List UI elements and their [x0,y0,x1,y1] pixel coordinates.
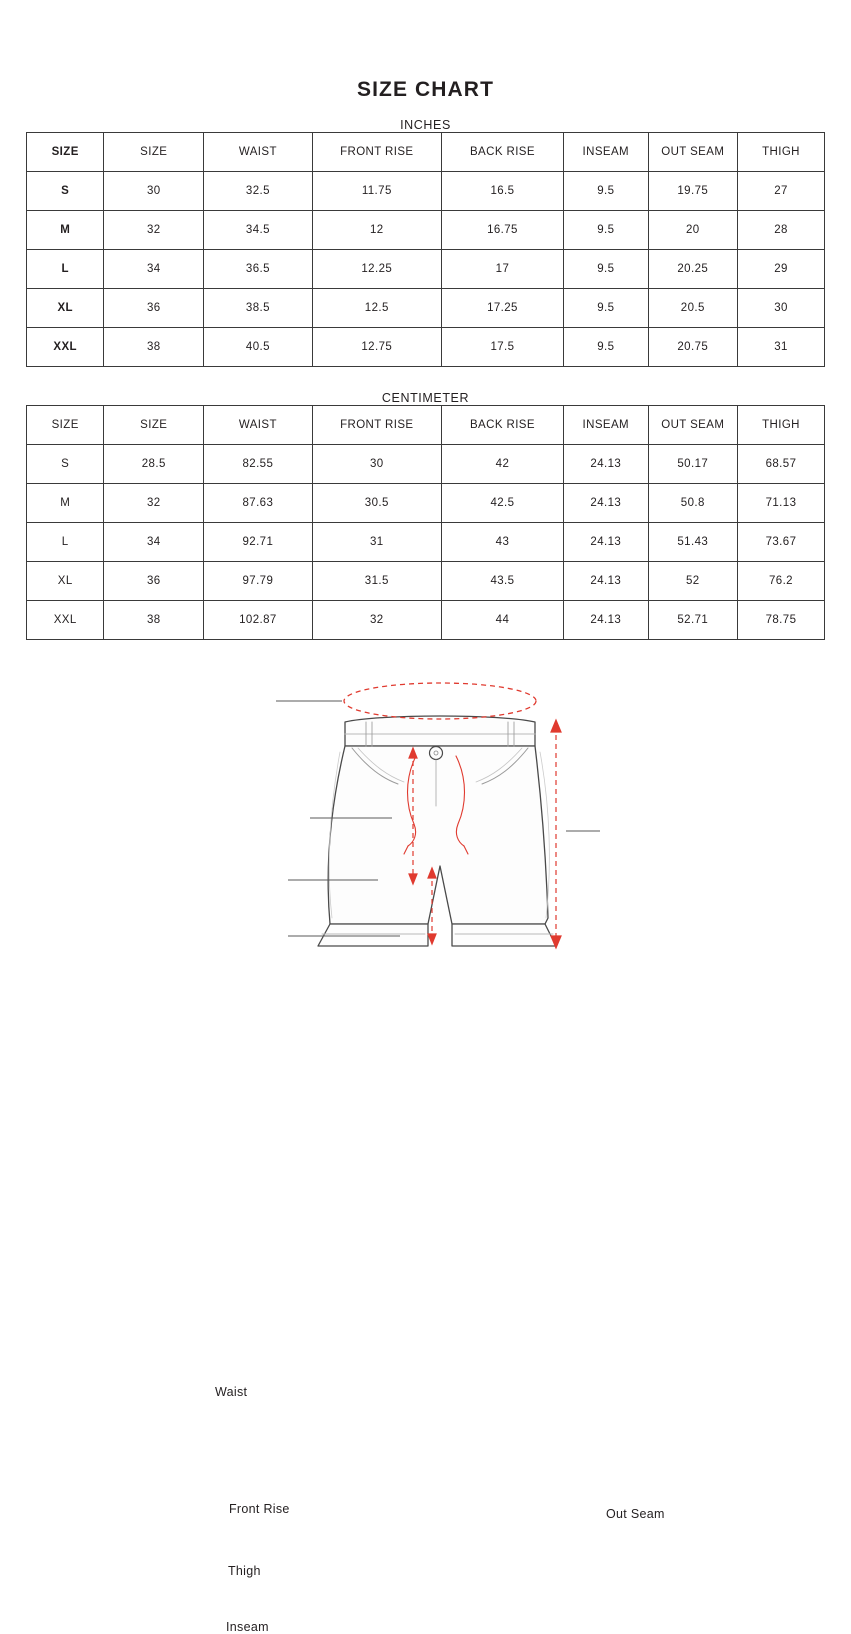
cell-value: 87.63 [204,484,313,523]
cell-value: 24.13 [564,484,649,523]
unit-label-centimeter: CENTIMETER [381,391,470,405]
column-header: BACK RISE [441,133,563,172]
table-header-row [27,406,825,445]
cell-size: XXL [27,328,104,367]
cell-value: 38 [104,601,204,640]
cell-value: 24.13 [564,523,649,562]
cell-value: 32 [312,601,441,640]
cell-value: 30 [737,289,824,328]
cell-value: 34 [104,250,204,289]
cell-value: 71.13 [737,484,824,523]
cell-size: S [27,172,104,211]
cell-value: 17 [441,250,563,289]
page-title: SIZE CHART [357,78,494,101]
cell-value: 32 [104,484,204,523]
cell-value: 9.5 [564,328,649,367]
table-row [27,445,825,484]
label-inseam: Inseam [226,1620,269,1634]
column-header: THIGH [737,133,824,172]
column-header: THIGH [737,406,824,445]
cell-value: 32 [104,211,204,250]
cell-value: 40.5 [204,328,313,367]
column-header: WAIST [204,406,313,445]
cell-value: 16.5 [441,172,563,211]
column-header: FRONT RISE [312,406,441,445]
cell-value: 34.5 [204,211,313,250]
inches-size-table [26,132,825,367]
cell-value: 9.5 [564,172,649,211]
cell-value: 9.5 [564,250,649,289]
cell-value: 97.79 [204,562,313,601]
table-row [27,211,825,250]
cell-value: 12 [312,211,441,250]
column-header: INSEAM [564,406,649,445]
column-header: INSEAM [564,133,649,172]
label-front-rise: Front Rise [229,1502,290,1516]
cell-value: 43.5 [441,562,563,601]
waist-measure-ellipse [344,683,536,719]
cell-size: XXL [27,601,104,640]
cell-value: 36 [104,562,204,601]
cell-value: 28 [737,211,824,250]
cell-value: 38 [104,328,204,367]
column-header: OUT SEAM [648,133,737,172]
cell-value: 30 [104,172,204,211]
cell-value: 102.87 [204,601,313,640]
cell-value: 78.75 [737,601,824,640]
centimeter-table-wrap [0,405,851,640]
cell-value: 12.75 [312,328,441,367]
cell-size: M [27,484,104,523]
cell-value: 38.5 [204,289,313,328]
cell-size: XL [27,289,104,328]
cell-value: 30 [312,445,441,484]
centimeter-size-table [26,405,825,640]
cell-value: 30.5 [312,484,441,523]
column-header: SIZE [27,406,104,445]
cell-value: 50.17 [648,445,737,484]
table-row [27,289,825,328]
cell-value: 24.13 [564,562,649,601]
cell-size: L [27,523,104,562]
measurement-diagram [0,656,851,1634]
cell-value: 76.2 [737,562,824,601]
column-header: OUT SEAM [648,406,737,445]
column-header: WAIST [204,133,313,172]
cell-value: 31 [312,523,441,562]
cell-value: 51.43 [648,523,737,562]
cell-value: 17.5 [441,328,563,367]
cell-value: 36.5 [204,250,313,289]
table-row [27,172,825,211]
cell-value: 52.71 [648,601,737,640]
cell-value: 20.25 [648,250,737,289]
cell-value: 36 [104,289,204,328]
table-row [27,523,825,562]
cell-value: 24.13 [564,445,649,484]
cell-value: 52 [648,562,737,601]
cell-value: 27 [737,172,824,211]
cell-value: 73.67 [737,523,824,562]
unit-label-inches: INCHES [400,118,451,132]
cell-value: 20 [648,211,737,250]
cell-value: 12.5 [312,289,441,328]
shorts-illustration [318,716,556,946]
cell-value: 43 [441,523,563,562]
cell-value: 50.8 [648,484,737,523]
label-thigh: Thigh [228,1564,261,1578]
cell-value: 24.13 [564,601,649,640]
cell-value: 42 [441,445,563,484]
cell-value: 17.25 [441,289,563,328]
cell-value: 28.5 [104,445,204,484]
cell-value: 42.5 [441,484,563,523]
cell-value: 44 [441,601,563,640]
cell-size: L [27,250,104,289]
column-header: BACK RISE [441,406,563,445]
cell-value: 20.75 [648,328,737,367]
cell-value: 11.75 [312,172,441,211]
cell-value: 20.5 [648,289,737,328]
column-header: FRONT RISE [312,133,441,172]
cell-size: S [27,445,104,484]
label-out-seam: Out Seam [606,1507,665,1521]
cell-value: 31.5 [312,562,441,601]
cell-value: 32.5 [204,172,313,211]
column-header: SIZE [104,406,204,445]
column-header: SIZE [104,133,204,172]
cell-value: 34 [104,523,204,562]
cell-value: 68.57 [737,445,824,484]
table-row [27,601,825,640]
table-row [27,250,825,289]
cell-value: 92.71 [204,523,313,562]
table-header-row [27,133,825,172]
table-row [27,562,825,601]
table-row [27,328,825,367]
cell-value: 9.5 [564,211,649,250]
cell-value: 31 [737,328,824,367]
inches-table-wrap [0,132,851,367]
cell-value: 29 [737,250,824,289]
cell-value: 12.25 [312,250,441,289]
cell-size: XL [27,562,104,601]
cell-value: 19.75 [648,172,737,211]
label-waist: Waist [215,1385,248,1399]
cell-size: M [27,211,104,250]
cell-value: 82.55 [204,445,313,484]
table-row [27,484,825,523]
column-header: SIZE [27,133,104,172]
cell-value: 16.75 [441,211,563,250]
cell-value: 9.5 [564,289,649,328]
